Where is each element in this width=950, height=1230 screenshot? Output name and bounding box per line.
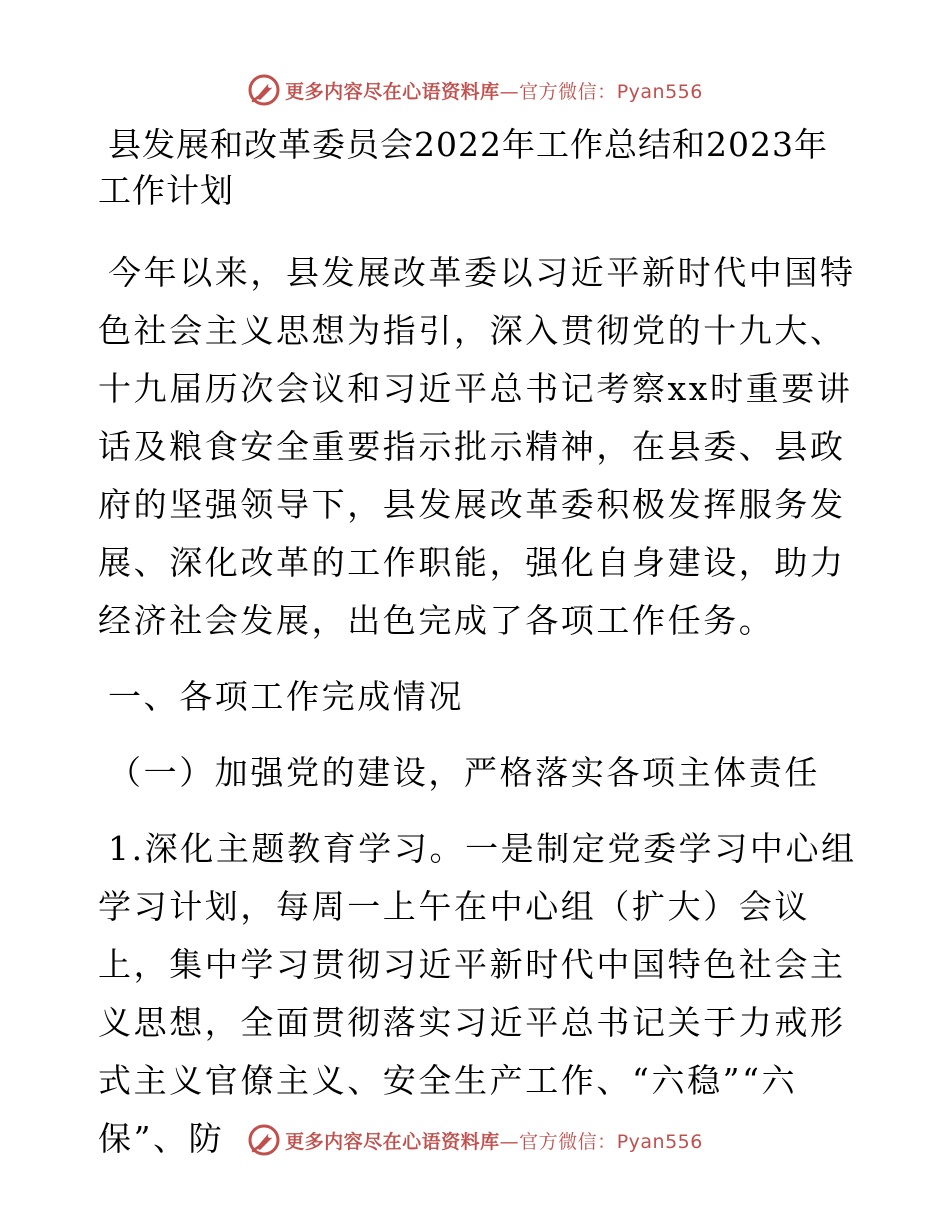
pen-nib-circle-icon bbox=[247, 1123, 281, 1157]
section-heading: 一、各项工作完成情况 bbox=[108, 677, 464, 716]
watermark-header bbox=[0, 70, 950, 110]
watermark-brand: 更多内容尽在心语资料库 bbox=[285, 80, 500, 103]
watermark-separator: — bbox=[499, 1130, 520, 1153]
watermark-footer bbox=[0, 1120, 950, 1160]
watermark-label: 官方微信： bbox=[519, 80, 617, 103]
watermark-text bbox=[285, 1127, 703, 1154]
watermark-separator: — bbox=[499, 80, 520, 103]
document-title: 县发展和改革委员会2022年工作总结和2023年工作计划 bbox=[98, 125, 828, 210]
watermark-text bbox=[285, 77, 703, 104]
intro-paragraph: 今年以来，县发展改革委以习近平新时代中国特色社会主义思想为指引，深入贯彻党的十九大、十九届历次会议和习近平总书记考察xx时重要讲话及粮食安全重要指示批示精神，在县委、县政府的坚强领导下，县发展改革委积极发挥服务发展、深化改革的工作职能，强化自身建设，助力经济社会发展，出色完成了各项工作任务。 bbox=[98, 253, 856, 640]
subsection-heading: （一）加强党的建设，严格落实各项主体责任 bbox=[108, 753, 820, 792]
watermark-wechat-id: Pyan556 bbox=[616, 1130, 703, 1153]
watermark-label: 官方微信： bbox=[519, 1130, 617, 1153]
item-paragraph: 1.深化主题教育学习。一是制定党委学习中心组学习计划，每周一上午在中心组（扩大）会议上，集中学习贯彻习近平新时代中国特色社会主义思想，全面贯彻落实习近平总书记关于力戒形式主义官僚主义、安全生产工作、“六稳”“六保”、防 bbox=[98, 829, 857, 1158]
document-body bbox=[98, 122, 858, 1168]
watermark-brand: 更多内容尽在心语资料库 bbox=[285, 1130, 500, 1153]
watermark-wechat-id: Pyan556 bbox=[616, 80, 703, 103]
pen-nib-circle-icon bbox=[247, 73, 281, 107]
